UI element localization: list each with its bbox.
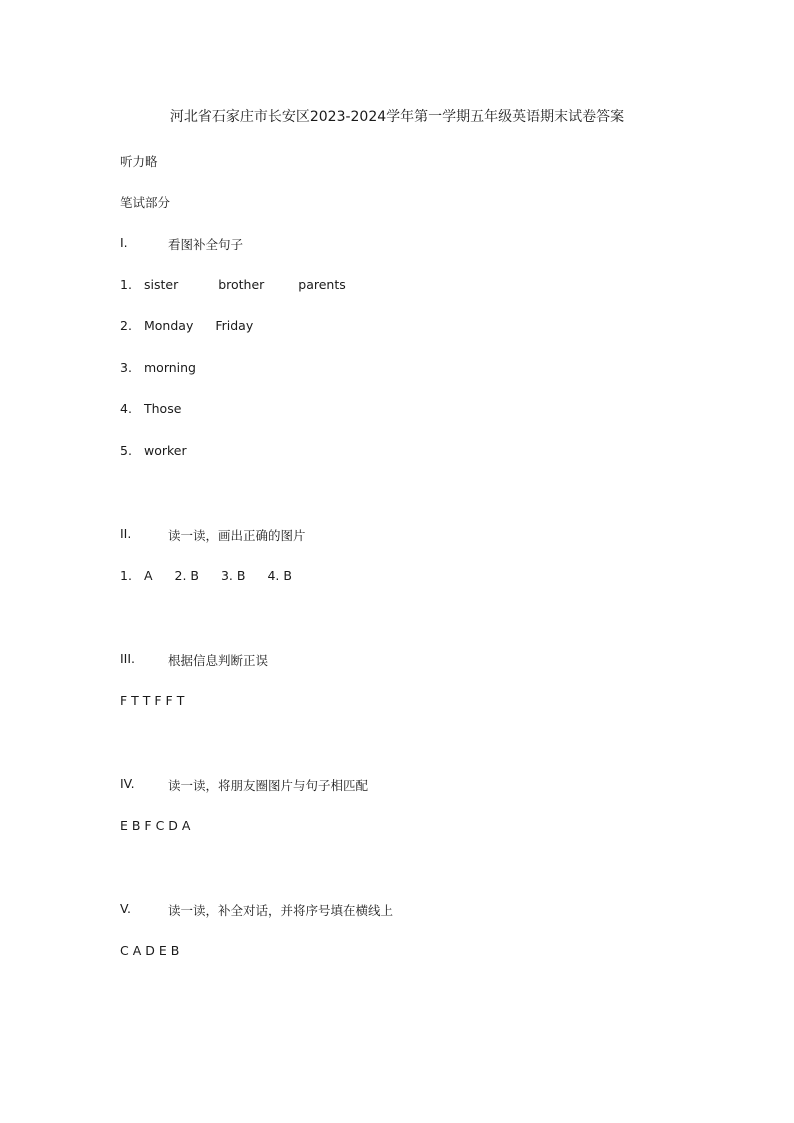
item-3-number: 3. (120, 360, 132, 375)
section-1-number: I. (120, 235, 128, 250)
document-title: 河北省石家庄市长安区2023-2024学年第一学期五年级英语期末试卷答案 (169, 109, 625, 125)
section-4-title: 读一读，将朋友圈图片与句子相匹配 (168, 778, 369, 793)
section-4-answers: E B F C D A (120, 818, 191, 833)
section-5-answers: C A D E B (120, 943, 180, 958)
item-2-number: 2. (120, 318, 132, 333)
section-1-title: 看图补全句子 (168, 237, 244, 252)
section-3-title: 根据信息判断正误 (168, 653, 269, 668)
item-1-word-2: brother (218, 277, 265, 292)
section-2-number: II. (120, 526, 132, 541)
section-2-answer-2: 2. B (174, 568, 200, 583)
item-1-word-3: parents (298, 277, 346, 292)
item-5-number: 5. (120, 443, 132, 458)
section-5-title: 读一读，补全对话，并将序号填在横线上 (168, 903, 394, 918)
section-2-answer-4: 4. B (267, 568, 292, 583)
section-3-answers: F T T F F T (120, 693, 185, 708)
item-1-number: 1. (120, 277, 132, 292)
listening-note: 听力略 (120, 154, 158, 169)
item-2-word-1: Monday (144, 318, 194, 333)
section-4-number: IV. (120, 776, 135, 791)
section-2-answer-number: 1. (120, 568, 132, 583)
written-part-heading: 笔试部分 (120, 195, 171, 210)
item-2-word-2: Friday (215, 318, 254, 333)
item-5-answer: worker (144, 443, 187, 458)
section-2-title: 读一读，画出正确的图片 (168, 528, 306, 543)
item-1-answer (144, 277, 346, 292)
section-2-answer-3: 3. B (220, 568, 246, 583)
section-2-answer-1: A (144, 568, 153, 583)
item-4-answer: Those (144, 401, 182, 416)
item-4-number: 4. (120, 401, 132, 416)
section-3-number: III. (120, 651, 136, 666)
section-2-answers (144, 568, 292, 583)
section-5-number: V. (120, 901, 131, 916)
item-3-answer: morning (144, 360, 196, 375)
item-2-answer (144, 318, 253, 333)
item-1-word-1: sister (144, 277, 179, 292)
